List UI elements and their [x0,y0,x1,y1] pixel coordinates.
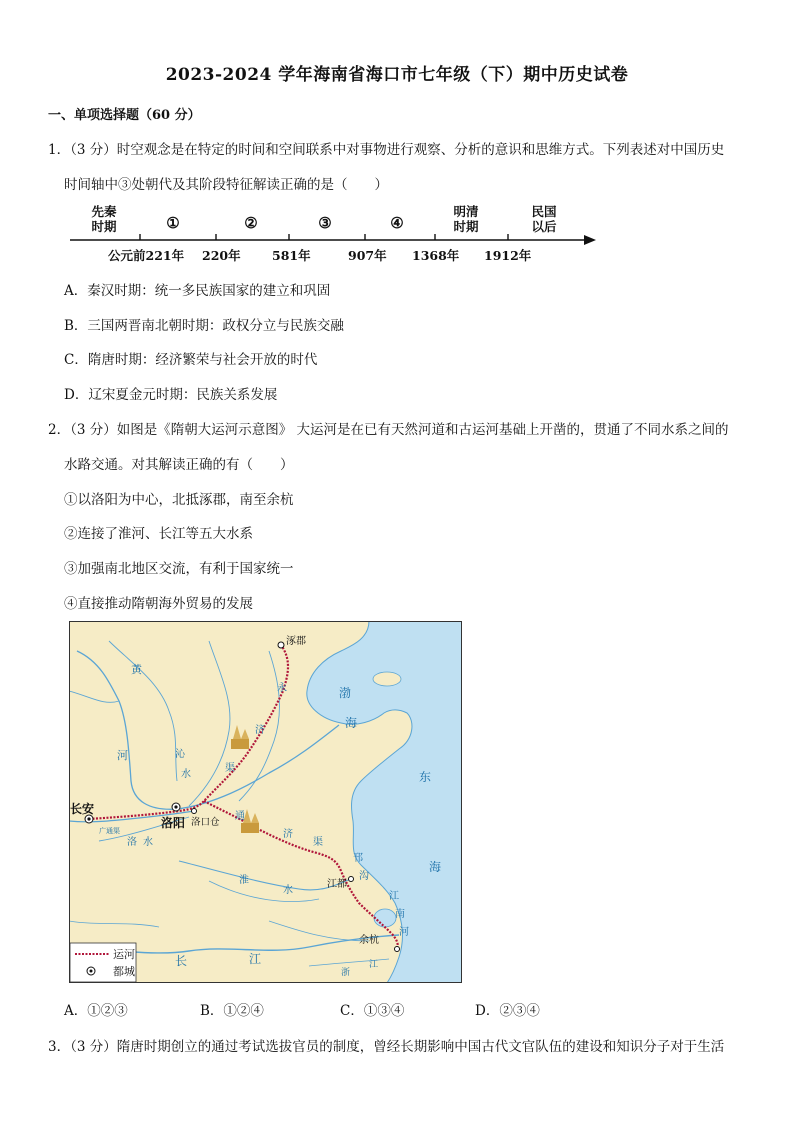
timeline-label-ming-qing-1: 明清 [453,204,479,219]
label-guangtong: 广通渠 [99,827,120,835]
timeline-marker-2: ② [244,214,258,232]
section-heading: 一、单项选择题（60 分） [48,108,201,123]
history-timeline [68,202,598,264]
legend-canal: 运河 [113,948,135,961]
label-zhuojun: 涿郡 [286,636,306,647]
timeline-year-1912: 1912年 [484,248,532,263]
timeline-label-ming-qing-2: 时期 [453,219,479,234]
label-tongji-3: 渠 [313,837,323,848]
sui-grand-canal-map [69,621,462,983]
label-yongji-2: 济 [255,725,265,736]
label-zhe-jiang: 江 [369,960,379,970]
label-huang: 黄 [131,663,142,676]
label-hai2: 海 [429,860,442,874]
timeline-marker-1: ① [166,214,180,232]
legend-capital: 都城 [113,965,135,978]
label-qin: 沁 [175,749,185,760]
timeline-year-1368: 1368年 [412,248,460,263]
label-luo: 洛 [127,837,137,848]
timeline-year-220: 220年 [202,248,241,263]
q1-option-b[interactable]: B．三国两晋南北朝时期：政权分立与民族交融 [64,318,344,334]
timeline-label-pre-qin-1: 先秦 [91,204,117,219]
timeline-year-581: 581年 [272,248,311,263]
label-he: 河 [117,749,128,762]
label-jiangdu: 江都 [327,879,347,890]
city-yuhang-marker [395,947,400,952]
timeline-marker-4: ④ [390,214,404,232]
map-legend [70,943,136,982]
q1-option-c[interactable]: C．隋唐时期：经济繁荣与社会开放的时代 [64,352,318,368]
timeline-label-republic-1: 民国 [531,204,557,219]
label-jiangnan-3: 河 [399,927,409,938]
timeline-marker-3: ③ [318,214,332,232]
label-qin-shui: 水 [181,769,191,780]
timeline-year-907: 907年 [348,248,387,263]
label-zhe: 浙 [341,968,351,978]
city-jiangdu-marker [349,877,354,882]
label-yuhang: 余杭 [359,935,379,946]
map-island [373,672,401,686]
timeline-label-pre-qin-2: 时期 [91,219,117,234]
q2-option-d[interactable]: D．②③④ [475,1003,540,1019]
q2-option-a[interactable]: A．①②③ [64,1003,128,1019]
label-changan: 长安 [70,802,95,816]
label-huai-shui: 水 [283,885,293,896]
q1-stem-line1: 1．（3 分）时空观念是在特定的时间和空间联系中对事物进行观察、分析的意识和思维方式。下列表述对中国历史 [48,142,725,158]
timeline-axis [68,232,598,246]
q2-statement-3: ③加强南北地区交流，有利于国家统一 [64,561,294,577]
map-lake [374,909,396,927]
label-hangou-2: 沟 [359,871,369,882]
label-yongji-3: 渠 [225,763,235,774]
q2-stem-line2: 水路交通。对其解读正确的有（ ） [64,457,294,473]
label-huai: 淮 [239,875,249,886]
q2-stem-line1: 2．（3 分）如图是《隋朝大运河示意图》 大运河是在已有天然河道和古运河基础上开凿的，贯通了不同水系之间的 [48,422,729,438]
luokoucang-marker [192,809,197,814]
label-bo: 渤 [339,686,352,700]
timeline-label-republic-2: 以后 [531,219,557,234]
q1-option-a[interactable]: A．秦汉时期：统一多民族国家的建立和巩固 [64,283,331,299]
q1-stem-line2: 时间轴中③处朝代及其阶段特征解读正确的是（ ） [64,177,388,193]
label-luo-shui: 水 [143,837,153,848]
label-hai1: 海 [345,716,358,730]
label-chang: 长 [175,954,188,968]
q2-option-b[interactable]: B．①②④ [200,1003,264,1019]
timeline-year-221bc: 公元前221年 [108,248,185,263]
q2-option-c[interactable]: C．①③④ [340,1003,405,1019]
q2-statement-4: ④直接推动隋朝海外贸易的发展 [64,596,253,612]
q2-statement-2: ②连接了淮河、长江等五大水系 [64,526,253,542]
label-jiang: 江 [249,952,262,966]
label-luokoucang: 洛口仓 [191,817,220,828]
q2-statement-1: ①以洛阳为中心，北抵涿郡，南至余杭 [64,492,294,508]
label-tongji-2: 济 [283,829,293,840]
label-dong: 东 [419,770,432,784]
label-tongji-1: 通 [235,811,245,822]
label-hangou-1: 邗 [353,853,363,864]
label-jiangnan-1: 江 [389,891,399,902]
page-title: 2023-2024 学年海南省海口市七年级（下）期中历史试卷 [165,65,629,85]
label-jiangnan-2: 南 [395,909,405,920]
label-yongji-1: 永 [277,683,287,694]
city-zhuojun-marker [278,642,284,648]
q1-option-d[interactable]: D．辽宋夏金元时期：民族关系发展 [64,387,278,403]
q3-stem-line1: 3．（3 分）隋唐时期创立的通过考试选拔官员的制度，曾经长期影响中国古代文官队伍的建设和知识分子对于生活 [48,1039,725,1055]
label-luoyang: 洛阳 [161,816,186,830]
